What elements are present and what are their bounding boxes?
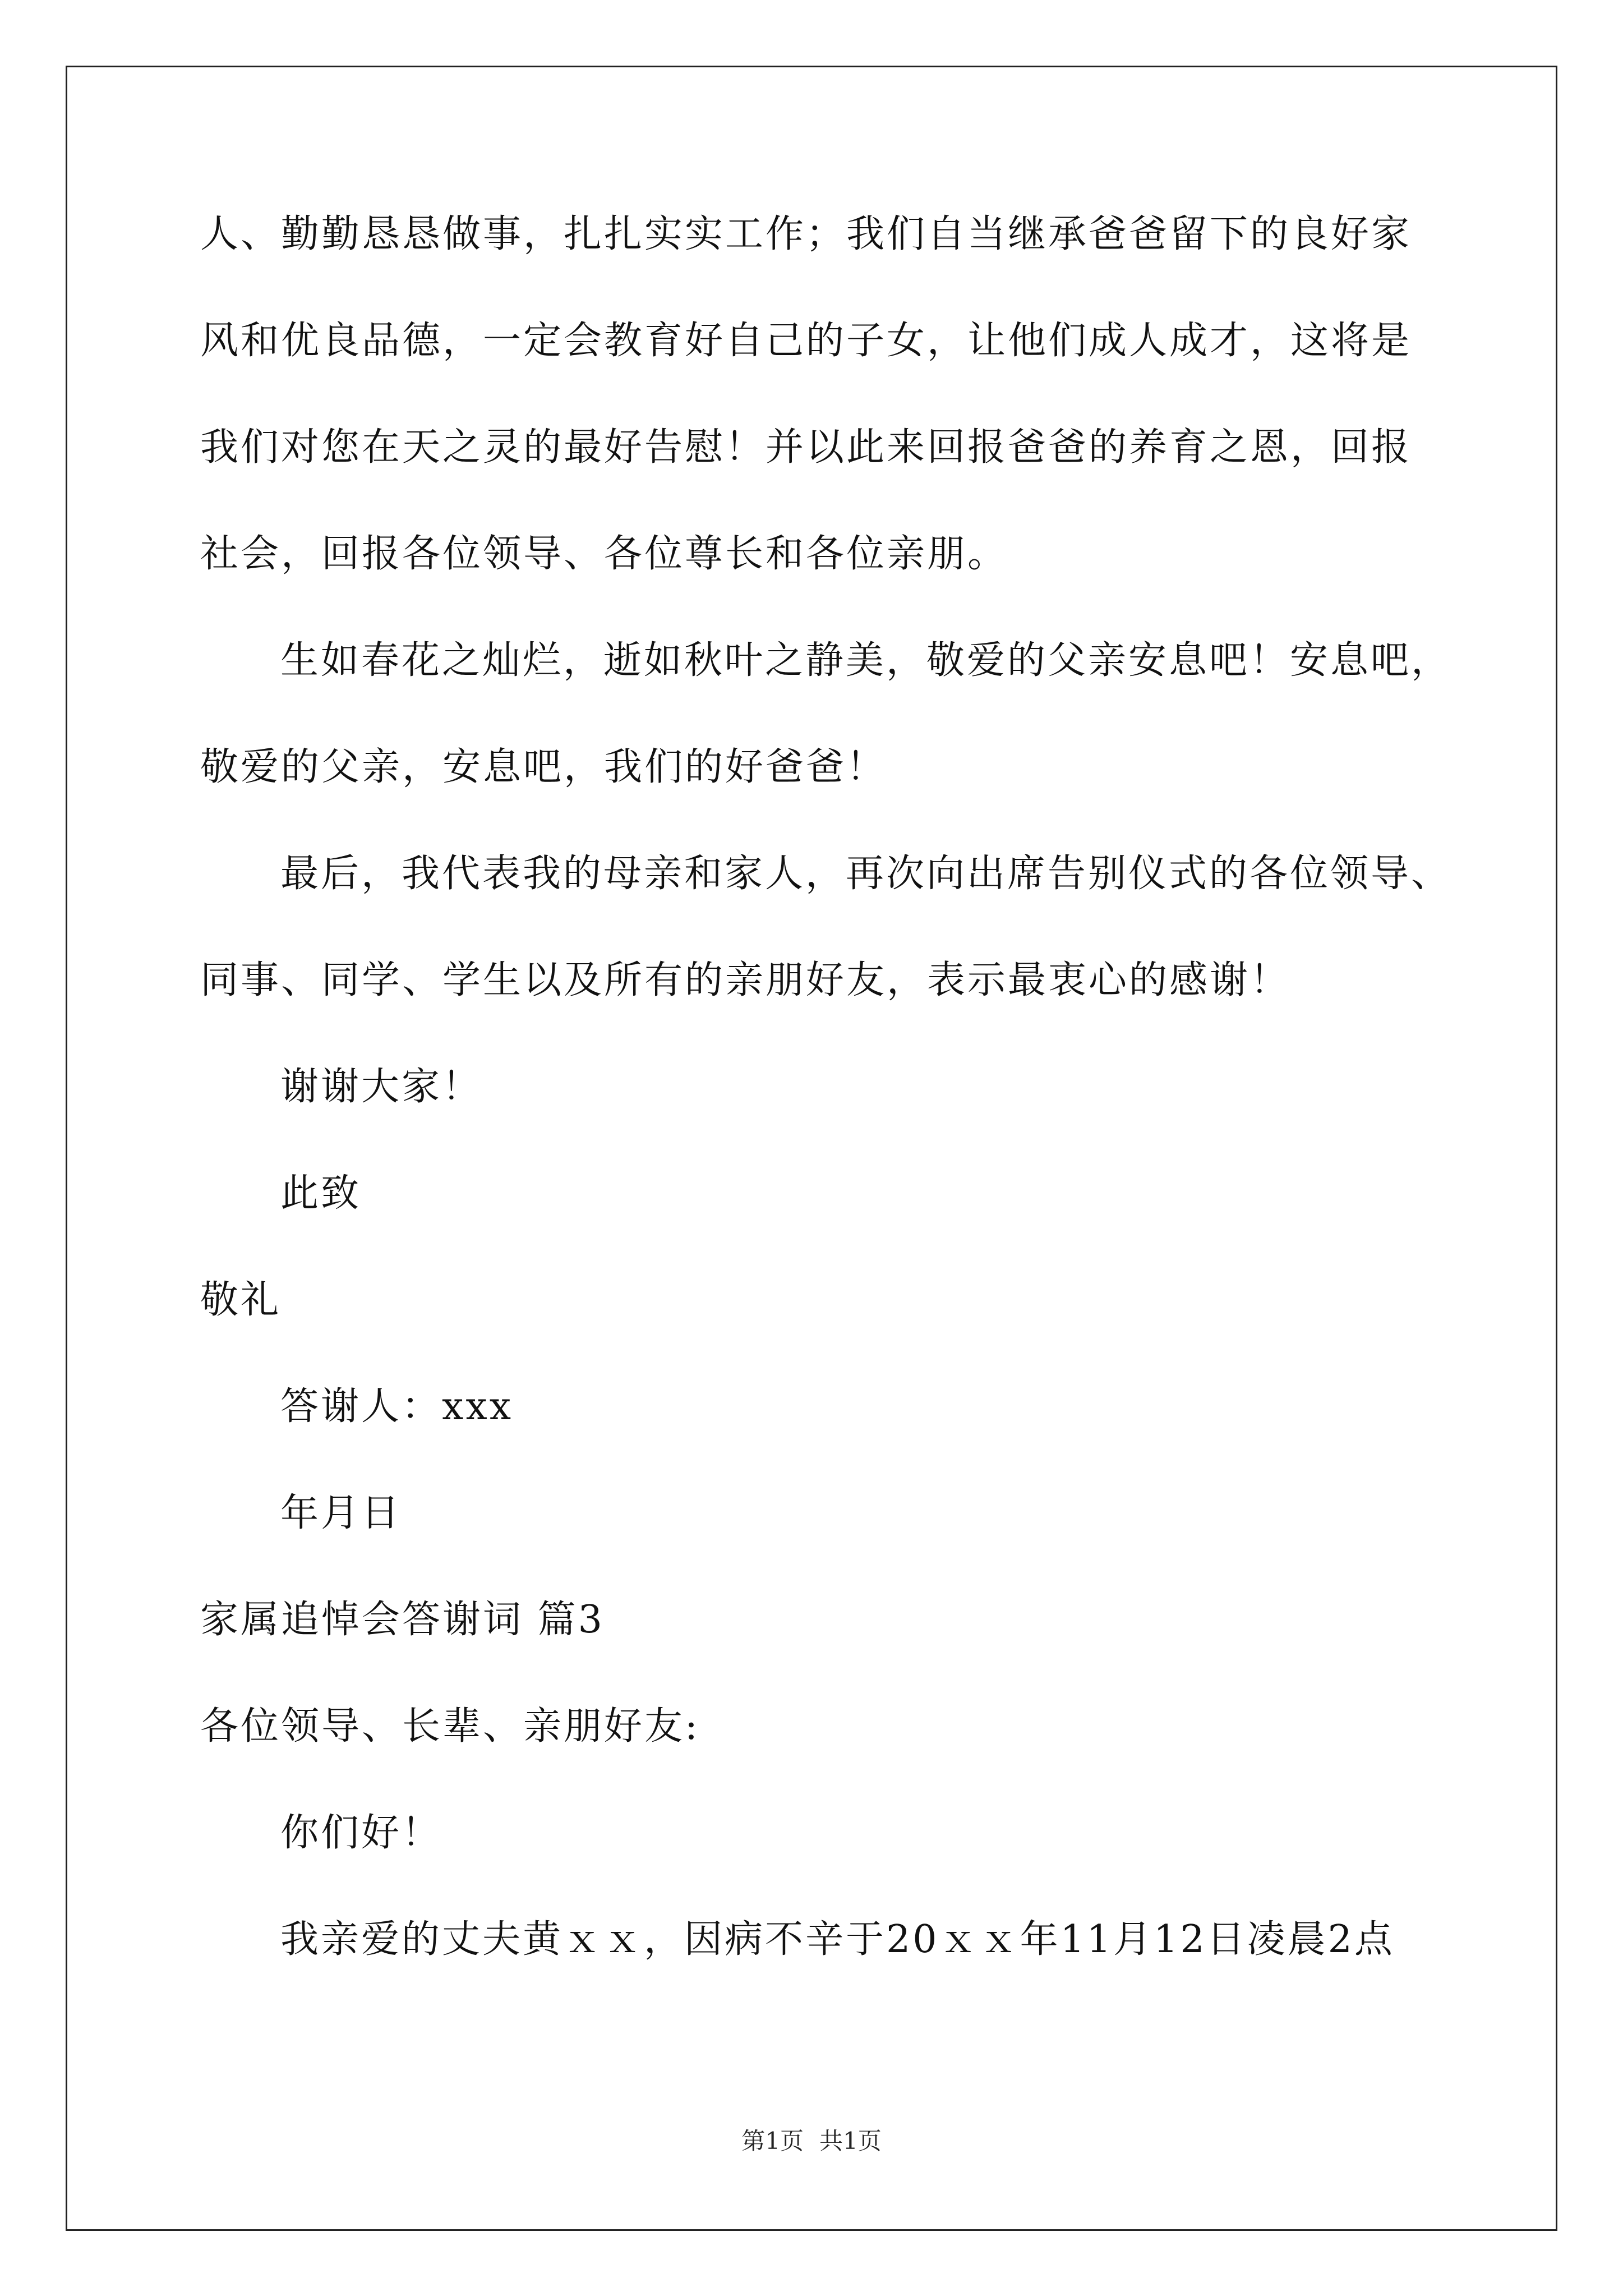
- date-line: 年月日: [280, 1491, 402, 1535]
- paragraph-line: 同事、同学、学生以及所有的亲朋好友，表示最衷心的感谢！: [200, 958, 1291, 1002]
- salutation-line: 敬礼: [200, 1278, 282, 1322]
- paragraph-line: 风和优良品德，一定会教育好自己的子女，让他们成人成才，这将是: [200, 319, 1412, 363]
- signer-line: 答谢人：xxx: [280, 1384, 514, 1429]
- paragraph-line: 社会，回报各位领导、各位尊长和各位亲朋。: [200, 532, 1008, 576]
- paragraph-line: 我们对您在天之灵的最好告慰！并以此来回报爸爸的养育之恩，回报: [200, 425, 1412, 470]
- paragraph-line: 敬爱的父亲，安息吧，我们的好爸爸！: [200, 745, 887, 789]
- greeting-line: 各位领导、长辈、亲朋好友:: [200, 1704, 700, 1749]
- closing-line: 此致: [280, 1171, 362, 1216]
- page-total: 共1页: [819, 2127, 882, 2155]
- page-footer: [0, 2127, 1623, 2155]
- paragraph-line: 生如春花之灿烂，逝如秋叶之静美，敬爱的父亲安息吧！安息吧，: [280, 638, 1452, 683]
- page-number: 第1页: [741, 2127, 804, 2155]
- paragraph-line: 人、勤勤恳恳做事，扎扎实实工作；我们自当继承爸爸留下的良好家: [200, 212, 1412, 256]
- section-heading: 家属追悼会答谢词 篇3: [200, 1598, 605, 1642]
- greeting-line: 你们好！: [280, 1811, 442, 1855]
- page-border: [66, 66, 1557, 2231]
- paragraph-line: 最后，我代表我的母亲和家人，再次向出席告别仪式的各位领导、: [280, 852, 1452, 896]
- thanks-line: 谢谢大家！: [280, 1065, 483, 1109]
- paragraph-line: 我亲爱的丈夫黄ｘｘ，因病不辛于20ｘｘ年11月12日凌晨2点: [280, 1917, 1395, 1962]
